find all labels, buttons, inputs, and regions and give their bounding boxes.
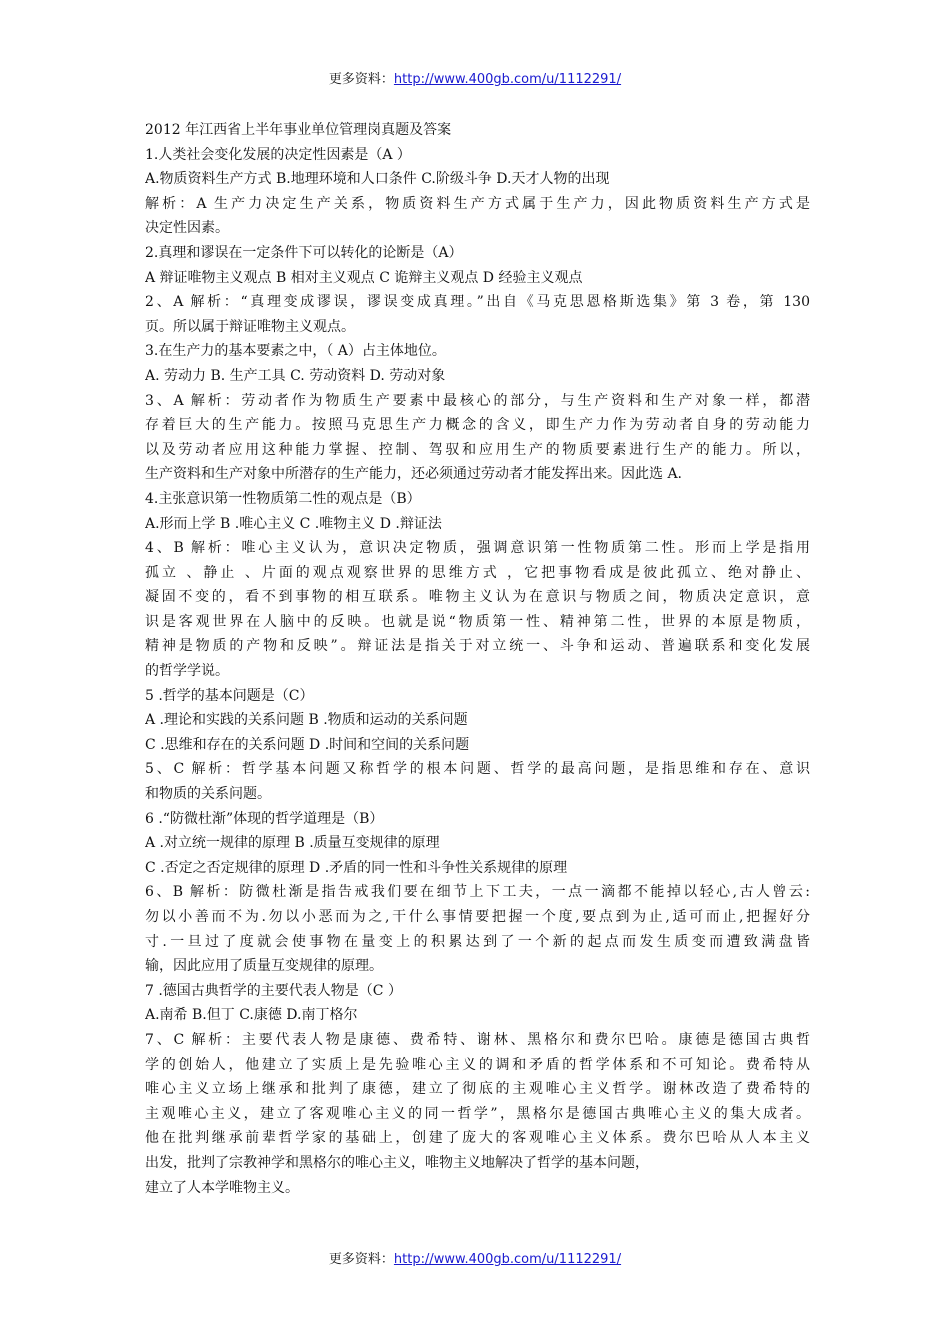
header-link[interactable]: http://www.400gb.com/u/1112291/ [393, 72, 622, 87]
doc-title: 2012 年江西省上半年事业单位管理岗真题及答案 [145, 122, 452, 138]
analysis-7-line: 唯心主义立场上继承和批判了康德，建立了彻底的主观唯心主义哲学。谢林改造了费希特的 [145, 1081, 810, 1098]
analysis-6-line: 6、B 解析：防微杜渐是指告戒我们要在细节上下工夫，一点一滴都不能掉以轻心,古人曾云: [145, 884, 810, 901]
options-6: A .对立统一规律的原理 B .质量互变规律的原理 [145, 835, 440, 852]
analysis-5-line: 5、C 解析：哲学基本问题又称哲学的根本问题、哲学的最高问题，是指思维和存在、意识 [145, 761, 810, 778]
analysis-7-line: 学的创始人，他建立了实质上是先验唯心主义的调和矛盾的哲学体系和不可知论。费希特从 [145, 1056, 810, 1073]
page-footer [0, 1248, 950, 1267]
options-5: A .理论和实践的关系问题 B .物质和运动的关系问题 [145, 712, 468, 729]
question-5: 5 .哲学的基本问题是（C） [145, 687, 314, 704]
document-body [145, 118, 810, 1200]
analysis-2-line: 2、A 解析：“真理变成谬误，谬误变成真理。”出自《马克思恩格斯选集》第 3 卷，第 130 [145, 294, 810, 311]
analysis-7-line: 出发，批判了宗教神学和黑格尔的唯心主义，唯物主义地解决了哲学的基本问题， [145, 1154, 649, 1171]
analysis-3-line: 以及劳动者应用这种能力掌握、控制、驾驭和应用生产的物质要素进行生产的能力。所以， [145, 441, 810, 458]
analysis-7-line: 建立了人本学唯物主义。 [145, 1179, 299, 1196]
analysis-6-line: 输，因此应用了质量互变规律的原理。 [145, 958, 383, 975]
analysis-7-line: 主观唯心主义，建立了客观唯心主义的同一哲学”，黑格尔是德国古典唯心主义的集大成者。 [145, 1105, 810, 1122]
analysis-4-line: 的哲学学说。 [145, 663, 229, 680]
analysis-4-line: 识是客观世界在人脑中的反映。也就是说“物质第一性、精神第二性，世界的本原是物质， [145, 613, 810, 630]
question-7: 7 .德国古典哲学的主要代表人物是（C ） [145, 982, 402, 999]
analysis-3-line: 存着巨大的生产能力。按照马克思生产力概念的含义，即生产力作为劳动者自身的劳动能力 [145, 417, 810, 434]
analysis-3-line: 生产资料和生产对象中所潜存的生产能力，还必须通过劳动者才能发挥出来。因此选 A. [145, 466, 683, 483]
question-3: 3.在生产力的基本要素之中，（ A）占主体地位。 [145, 343, 446, 360]
footer-label: 更多资料： [328, 1252, 394, 1267]
footer-link[interactable]: http://www.400gb.com/u/1112291/ [393, 1252, 622, 1267]
options-3: A. 劳动力 B. 生产工具 C. 劳动资料 D. 劳动对象 [145, 367, 446, 384]
options-2: A 辩证唯物主义观点 B 相对主义观点 C 诡辩主义观点 D 经验主义观点 [145, 269, 583, 286]
options-6: C .否定之否定规律的原理 D .矛盾的同一性和斗争性关系规律的原理 [145, 859, 568, 876]
header-label: 更多资料： [328, 72, 394, 87]
question-4: 4.主张意识第一性物质第二性的观点是（B） [145, 490, 421, 507]
question-6: 6 .“防微杜渐”体现的哲学道理是（B） [145, 810, 384, 827]
analysis-4-line: 凝固不变的，看不到事物的相互联系。唯物主义认为在意识与物质之间，物质决定意识，意 [145, 589, 810, 606]
analysis-1-line: 解析：A 生产力决定生产关系，物质资料生产方式属于生产力，因此物质资料生产方式是 [145, 195, 810, 212]
analysis-1-line: 决定性因素。 [145, 220, 229, 237]
analysis-4-line: 孤立 、静止 、片面的观点观察世界的思维方式 ，它把事物看成是彼此孤立、绝对静止、 [145, 564, 810, 581]
analysis-6-line: 勿以小善而不为.勿以小恶而为之,干什么事情要把握一个度,要点到为止,适可而止,把握好分 [145, 909, 810, 925]
analysis-2-line: 页。所以属于辩证唯物主义观点。 [145, 318, 355, 335]
question-2: 2.真理和谬误在一定条件下可以转化的论断是（A） [145, 244, 463, 261]
analysis-7-line: 7、C 解析：主要代表人物是康德、费希特、谢林、黑格尔和费尔巴哈。康德是德国古典哲 [145, 1031, 810, 1048]
analysis-7-line: 他在批判继承前辈哲学家的基础上，创建了庞大的客观唯心主义体系。费尔巴哈从人本主义 [145, 1130, 810, 1147]
options-1: A.物质资料生产方式 B.地理环境和人口条件 C.阶级斗争 D.天才人物的出现 [145, 171, 610, 188]
analysis-3-line: 3、A 解析：劳动者作为物质生产要素中最核心的部分，与生产资料和生产对象一样，都潜 [145, 392, 810, 409]
analysis-6-line: 寸.一旦过了度就会使事物在量变上的积累达到了一个新的起点而发生质变而遭致满盘皆 [145, 933, 810, 950]
options-5: C .思维和存在的关系问题 D .时间和空间的关系问题 [145, 736, 470, 753]
analysis-5-line: 和物质的关系问题。 [145, 786, 271, 803]
options-4: A.形而上学 B .唯心主义 C .唯物主义 D .辩证法 [145, 515, 442, 532]
page-header [0, 68, 950, 87]
analysis-4-line: 4、B 解析：唯心主义认为，意识决定物质，强调意识第一性物质第二性。形而上学是指用 [145, 540, 810, 557]
analysis-4-line: 精神是物质的产物和反映”。辩证法是指关于对立统一、斗争和运动、普遍联系和变化发展 [145, 638, 810, 655]
options-7: A.南希 B.但丁 C.康德 D.南丁格尔 [145, 1007, 358, 1024]
question-1: 1.人类社会变化发展的决定性因素是（A ） [145, 146, 411, 163]
